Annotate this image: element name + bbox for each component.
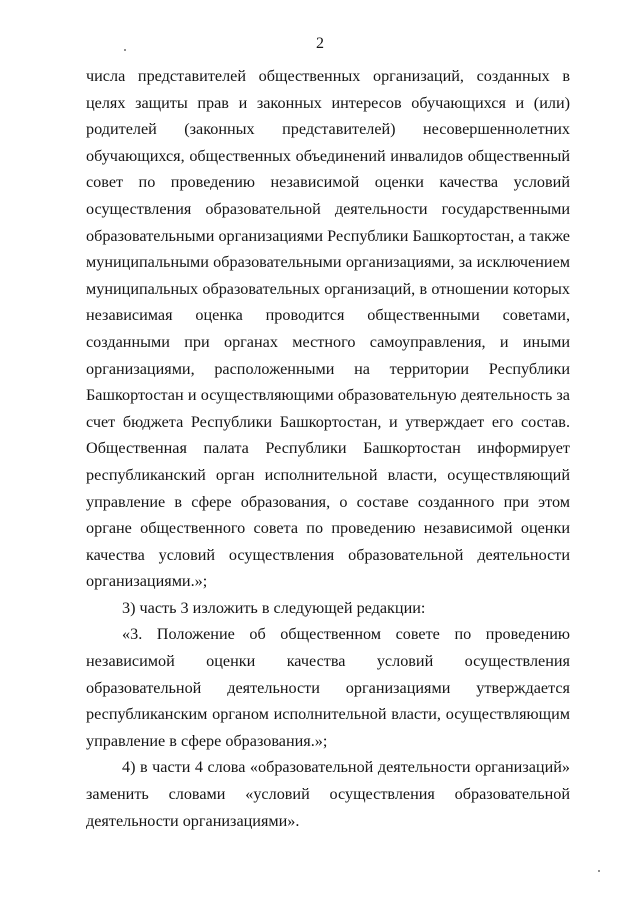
- paragraph-quote-3: «3. Положение об общественном совете по проведению независимой оценки качества условий осуществления образовательной деятельности организациями утверждается республиканским органом исполнительной власти, осуществляющим управление в сфере образования.»;: [86, 625, 570, 750]
- paragraph-continuation: числа представителей общественных организаций, созданных в целях защиты прав и законных интересов обучающихся и (или) родителей (законных представителей) несовершеннолетних обучающихся, общественных объединений инвалидов общественный совет по проведению независимой оценки качества условий осуществления образовательной деятельности государственными образовательными организациями Республики Башкортостан, а также муниципальными образовательными организациями, за исключением муниципальных образовательных организаций, в отношении которых независимая оценка проводится общественными советами, созданными при органах местного самоуправления, и иными организациями, расположенными на территории Республики Башкортостан и осуществляющими образовательную деятельность за счет бюджета Республики Башкортостан, и утверждает его состав. Общественная палата Республики Башкортостан информирует республиканский орган исполнительной власти, осуществляющий управление в сфере образования, о составе созданного при этом органе общественного совета по проведению независимой оценки качества условий осуществления образовательной деятельности организациями.»;: [86, 67, 570, 591]
- paragraph-item-4: 4) в части 4 слова «образовательной деятельности организаций» заменить словами «условий осуществления образовательной деятельности организациями».: [86, 758, 570, 830]
- scan-speck: [124, 49, 126, 51]
- scan-speck: [598, 870, 600, 872]
- page-number: 2: [316, 35, 324, 52]
- paragraph-item-3: 3) часть 3 изложить в следующей редакции:: [122, 598, 426, 617]
- document-body: [86, 63, 570, 834]
